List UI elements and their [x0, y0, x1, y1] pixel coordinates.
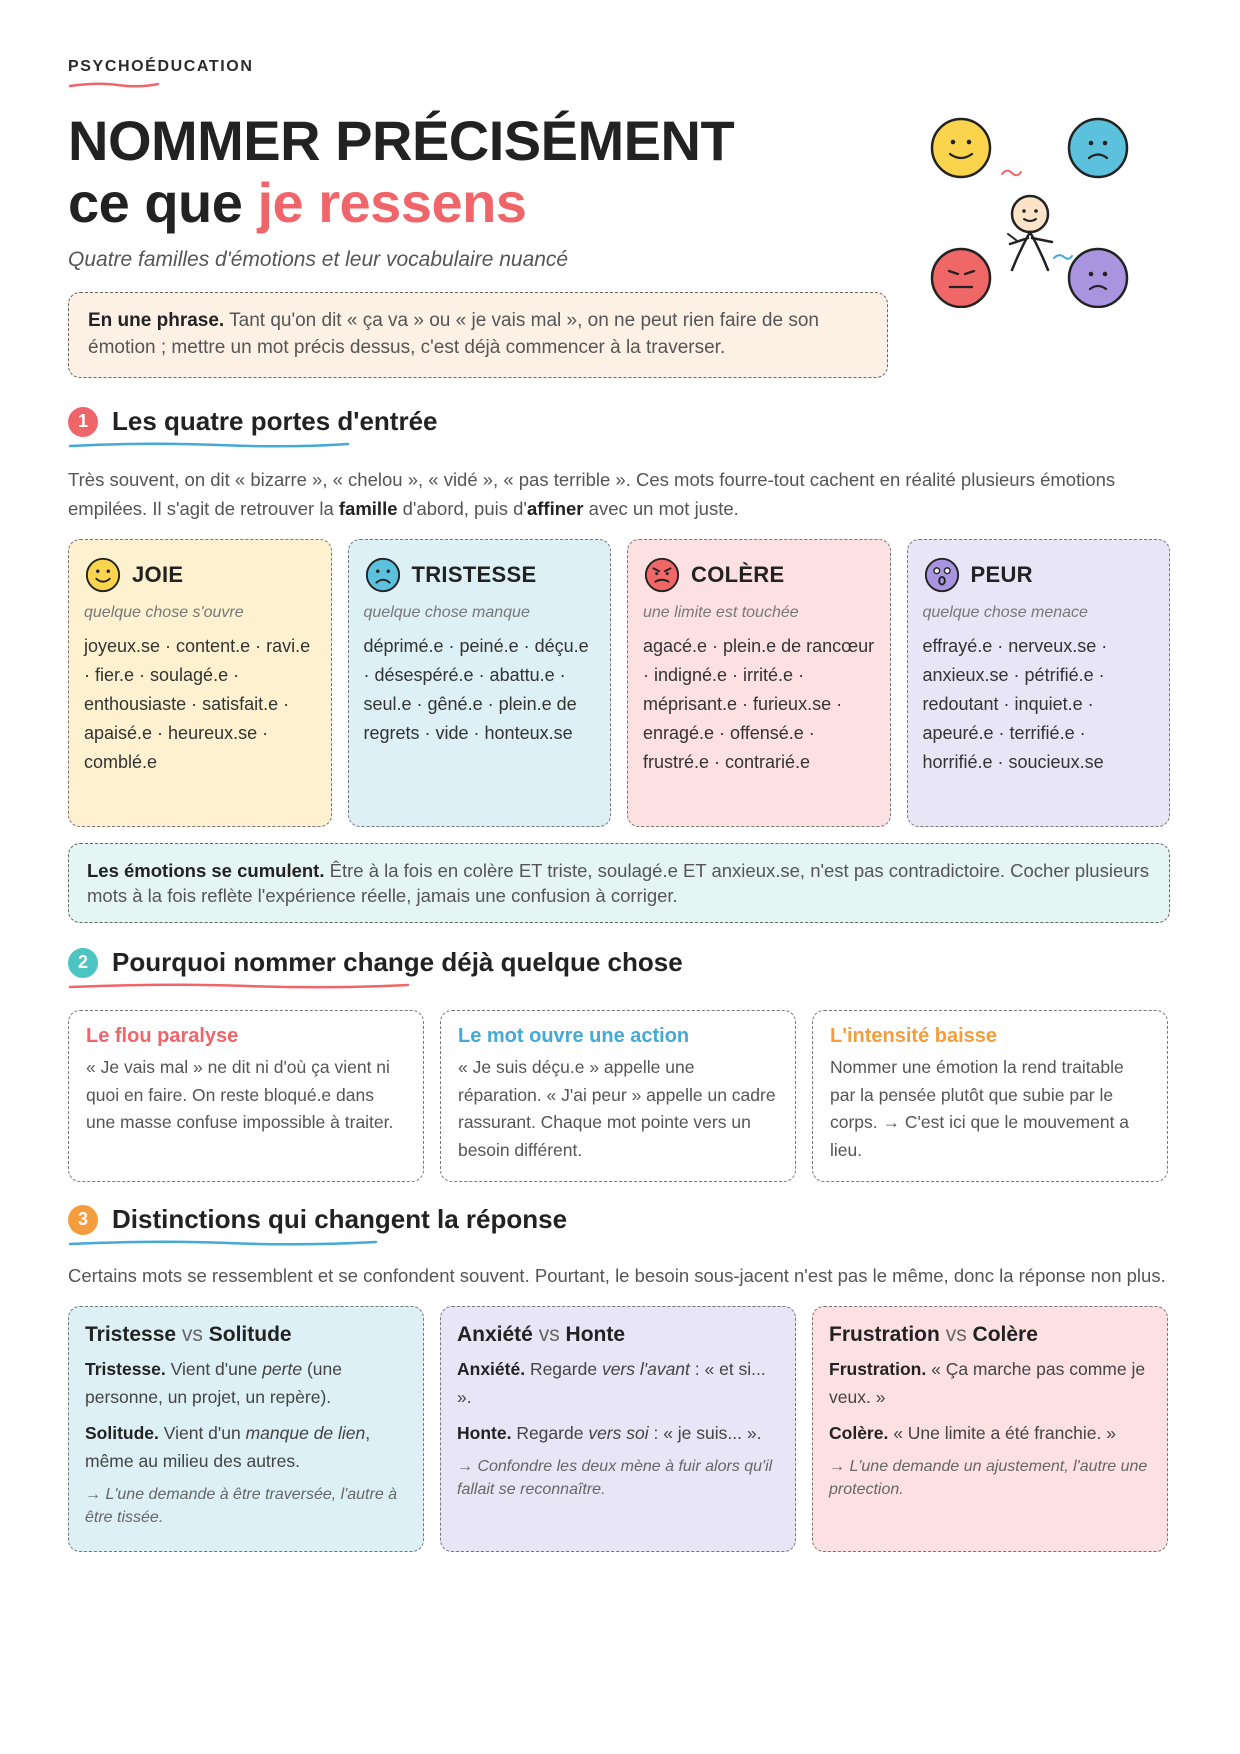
section-number-badge: 3: [68, 1205, 98, 1235]
distinction-paragraph: [457, 1419, 779, 1447]
family-tagline: quelque chose menace: [922, 604, 1088, 621]
page: [68, 58, 1170, 1552]
section-intro: Certains mots se ressemblent et se confondent souvent. Pourtant, le besoin sous-jacent n'est pas le même, donc la réponse non plus.: [68, 1265, 1166, 1286]
cumul-text: Être à la fois en colère ET triste, soulagé.e ET anxieux.se, n'est pas contradictoire. Cocher plusieurs mots à la fois reflète l'expérience réelle, jamais une confusion à corriger.: [87, 860, 1149, 906]
family-header: [643, 556, 875, 594]
section-why: [68, 947, 1170, 1182]
term-a: Tristesse: [85, 1323, 177, 1346]
why-card-text: « Je vais mal » ne dit ni d'où ça vient ni quoi en faire. On reste bloqué.e dans une masse confuse impossible à traiter.: [86, 1057, 394, 1132]
paragraph-text: « Ça marche pas comme je veux. »: [829, 1359, 1146, 1407]
coral-squiggle: [1002, 171, 1021, 176]
family-card-colere: [627, 539, 891, 827]
paragraph-text: Vient d'une: [165, 1359, 263, 1379]
intro-text: avec un mot juste.: [583, 498, 739, 519]
vs-label: vs: [538, 1323, 560, 1346]
distinction-paragraph: [85, 1355, 407, 1411]
person-icon: [1008, 196, 1052, 270]
term-b: Honte: [565, 1323, 626, 1346]
paragraph-text: : « et si... ».: [457, 1359, 766, 1407]
section-number-badge: 2: [68, 948, 98, 978]
intro-bold-famille: famille: [338, 498, 398, 519]
family-words: déprimé.e · peiné.e · déçu.e · désespéré.e · abattu.e · seul.e · gêné.e · plein.e de regrets · vide · honteux.se: [363, 636, 589, 743]
emotions-illustration: [924, 88, 1164, 308]
section-heading: [68, 947, 1170, 978]
paragraph-text: : « je suis... ».: [648, 1423, 762, 1443]
vs-label: vs: [181, 1323, 203, 1346]
family-tagline: quelque chose s'ouvre: [84, 604, 244, 621]
paragraph-emphasis: perte: [262, 1359, 303, 1379]
distinction-paragraph: [829, 1419, 1151, 1447]
family-card-peur: [907, 539, 1171, 827]
distinction-note: → Confondre les deux mène à fuir alors qu'il fallait se reconnaître.: [457, 1458, 773, 1498]
family-tagline: une limite est touchée: [643, 604, 799, 621]
term-label: Honte.: [457, 1423, 512, 1443]
distinction-title: [457, 1323, 779, 1347]
why-card-text: « Je suis déçu.e » appelle une réparation. « J'ai peur » appelle un cadre rassurant. Chaque mot pointe vers un besoin différent.: [458, 1057, 776, 1160]
family-card-joie: [68, 539, 332, 827]
term-a: Frustration: [829, 1323, 940, 1346]
summary-label: En une phrase.: [88, 310, 225, 331]
section-title: Pourquoi nommer change déjà quelque chose: [112, 947, 683, 977]
section-heading: [68, 1204, 1170, 1235]
distinction-card-tristesse-solitude: [68, 1306, 424, 1552]
section-title: Distinctions qui changent la réponse: [112, 1204, 568, 1234]
why-card-intensite: [812, 1010, 1168, 1182]
family-header: [364, 556, 596, 594]
distinction-paragraph: [829, 1355, 1151, 1411]
intro-text: Très souvent, on dit « bizarre », « chelou », « vidé », « pas terrible ». Ces mots fourre-tout cachent en réalité plusieurs émotions empilées. Il s'agit de retrouver la: [68, 469, 1116, 519]
why-card-action: [440, 1010, 796, 1182]
section-families: [68, 406, 1170, 923]
family-card-tristesse: [348, 539, 612, 827]
why-card-text: Nommer une émotion la rend traitable par la pensée plutôt que subie par le corps. → C'est ici que le mouvement a lieu.: [830, 1057, 1130, 1160]
term-b: Solitude: [208, 1323, 292, 1346]
distinction-note: → L'une demande à être traversée, l'autre à être tissée.: [85, 1486, 398, 1526]
fear-face-icon: [923, 556, 961, 594]
family-title: COLÈRE: [691, 562, 785, 587]
angry-face-icon: [932, 249, 990, 307]
family-words: joyeux.se · content.e · ravi.e · fier.e · soulagé.e · enthousiaste · satisfait.e · apaisé.e · heureux.se · comblé.e: [84, 636, 311, 772]
subtitle: Quatre familles d'émotions et leur vocabulaire nuancé: [68, 248, 569, 271]
section-number-badge: 1: [68, 407, 98, 437]
paragraph-emphasis: vers l'avant: [601, 1359, 690, 1379]
term-label: Anxiété.: [457, 1359, 526, 1379]
distinction-paragraph: [85, 1419, 407, 1475]
distinction-paragraph: [457, 1355, 779, 1411]
paragraph-text: (une personne, un projet, un repère).: [85, 1359, 342, 1407]
section-title: Les quatre portes d'entrée: [112, 406, 438, 436]
family-words: agacé.e · plein.e de rancœur · indigné.e · irrité.e · méprisant.e · furieux.se · enragé.e · offensé.e · frustré.e · contrarié.e: [643, 636, 875, 772]
sad-face-icon: [1069, 119, 1127, 177]
distinction-title: [829, 1323, 1151, 1347]
paragraph-text: Vient d'un: [158, 1423, 246, 1443]
paragraph-text: « Une limite a été franchie. »: [888, 1423, 1116, 1443]
paragraph-text: , même au milieu des autres.: [85, 1423, 371, 1471]
title-accent: je ressens: [257, 171, 527, 234]
paragraph-text: Regarde: [525, 1359, 602, 1379]
blue-squiggle: [1054, 255, 1072, 259]
distinction-note: → L'une demande un ajustement, l'autre une protection.: [829, 1458, 1148, 1498]
term-label: Colère.: [829, 1423, 889, 1443]
section-heading: [68, 406, 1170, 437]
section-underline: [68, 1238, 378, 1248]
why-cards-row: [68, 1010, 1170, 1182]
intro-bold-affiner: affiner: [526, 498, 584, 519]
family-header: [923, 556, 1155, 594]
family-title: JOIE: [132, 562, 184, 587]
distinction-cards-row: [68, 1306, 1170, 1552]
why-card-title: L'intensité baisse: [830, 1025, 998, 1047]
distinction-card-frustration-colere: [812, 1306, 1168, 1552]
section-underline: [68, 981, 410, 991]
page-title-line1: NOMMER PRÉCISÉMENT: [68, 109, 735, 172]
cumul-callout: [68, 843, 1170, 923]
kicker-underline: [68, 81, 160, 89]
fear-face-icon: [1069, 249, 1127, 307]
cumul-label: Les émotions se cumulent.: [87, 860, 325, 881]
title-prefix: ce que: [68, 171, 258, 234]
vs-label: vs: [945, 1323, 967, 1346]
family-title: PEUR: [970, 562, 1033, 587]
paragraph-emphasis: vers soi: [588, 1423, 649, 1443]
families-row: [68, 539, 1170, 827]
joy-face-icon: [84, 556, 122, 594]
angry-face-icon: [643, 556, 681, 594]
section-intro: [68, 465, 1170, 523]
term-label: Solitude.: [85, 1423, 159, 1443]
intro-text: d'abord, puis d': [397, 498, 527, 519]
distinction-title: [85, 1323, 407, 1347]
section-underline: [68, 440, 350, 450]
family-header: [84, 556, 316, 594]
term-a: Anxiété: [457, 1323, 533, 1346]
joy-face-icon: [932, 119, 990, 177]
why-card-title: Le flou paralyse: [86, 1025, 239, 1047]
summary-text: Tant qu'on dit « ça va » ou « je vais mal », on ne peut rien faire de son émotion ; mettre un mot précis dessus, c'est déjà commencer à la traverser.: [88, 310, 819, 358]
distinction-card-anxiete-honte: [440, 1306, 796, 1552]
family-words: effrayé.e · nerveux.se · anxieux.se · pétrifié.e · redoutant · inquiet.e · apeuré.e · terrifié.e · horrifié.e · soucieux.se: [922, 636, 1108, 772]
family-tagline: quelque chose manque: [363, 604, 530, 621]
kicker: PSYCHOÉDUCATION: [68, 58, 254, 75]
family-title: TRISTESSE: [411, 562, 537, 587]
term-label: Tristesse.: [85, 1359, 166, 1379]
section-distinctions: [68, 1204, 1170, 1552]
term-label: Frustration.: [829, 1359, 927, 1379]
why-card-flou: [68, 1010, 424, 1182]
term-b: Colère: [972, 1323, 1038, 1346]
sad-face-icon: [364, 556, 402, 594]
paragraph-emphasis: manque de lien: [245, 1423, 366, 1443]
why-card-title: Le mot ouvre une action: [458, 1025, 690, 1047]
paragraph-text: Regarde: [511, 1423, 589, 1443]
summary-callout: [68, 292, 888, 378]
